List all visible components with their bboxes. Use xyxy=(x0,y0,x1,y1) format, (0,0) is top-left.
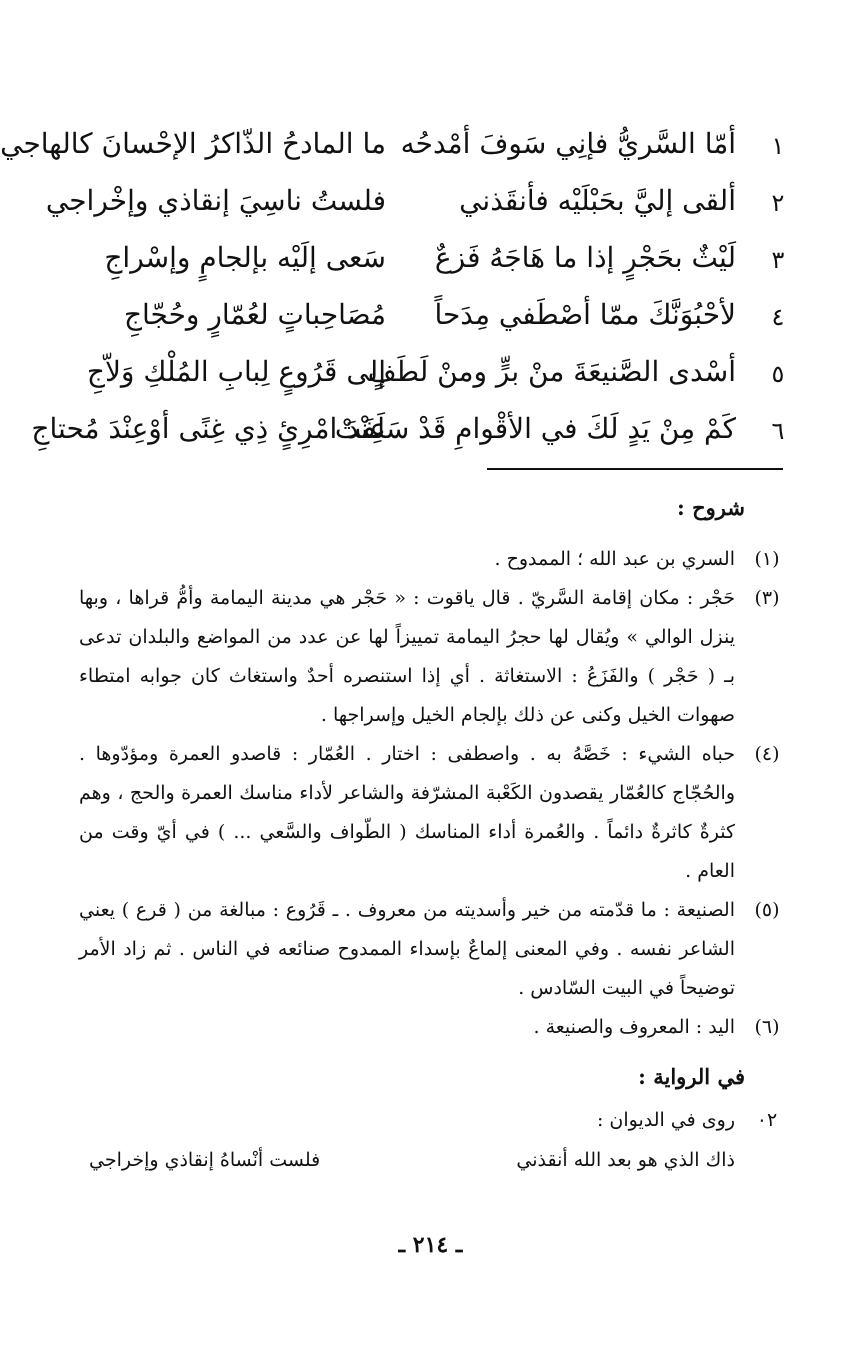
variant-verse xyxy=(79,1140,735,1180)
note-number: (٥) xyxy=(754,899,780,921)
commentary-note xyxy=(79,540,789,579)
verse-first-hemistich: ألقى إليَّ بحَبْلَيْه فأنقَذني xyxy=(459,184,736,217)
poem-verse xyxy=(45,181,798,238)
commentary-heading: شروح : xyxy=(677,495,745,520)
verse-first-hemistich: لَيْثٌ بحَجْرٍ إذا ما هَاجَهُ فَزعٌ xyxy=(434,241,736,274)
variant-readings-heading: في الرواية : xyxy=(638,1064,745,1089)
verse-first-hemistich: كَمْ مِنْ يَدٍ لَكَ في الأقْوامِ قَدْ سَلَفَتْ xyxy=(334,412,736,445)
commentary-note xyxy=(79,891,789,1008)
verse-first-hemistich: لأحْبُوَنَّكَ ممّا أصْطَفي مِدَحاً xyxy=(434,298,736,331)
poem-verse xyxy=(0,124,798,181)
verse-second-hemistich: فلستُ ناسِيَ إنقاذي وإخْراجي xyxy=(45,184,386,217)
verse-second-hemistich: إلى قَرُوعٍ لِبابِ المُلْكِ وَلاّجِ xyxy=(86,355,386,388)
verse-number: ٤ xyxy=(771,303,785,331)
poem-verse xyxy=(83,238,798,295)
variant-intro: روى في الديوان : xyxy=(596,1109,735,1131)
note-number: (٦) xyxy=(754,1016,780,1038)
note-text: حَجْر : مكان إقامة السَّريّ . قال ياقوت : « حَجْر هي مدينة اليمامة وأمُّ قراها ، وبها ينزل الوالي » ويُقال لها حجرُ اليمامة تمييزاً لها عن عدد من المواضع والبلدان تدعى بـ ( حَجْر ) والفَزَعُ : الاستغاثة . أي إذا استنصره أحدٌ واستغاث كان جوابه امتطاء صهوات الخيل وكنى عن ذلك بإلجام الخيل وإسراجها . xyxy=(79,587,735,726)
verse-first-hemistich: أمّا السَّريُّ فإنِي سَوفَ أمْدحُه xyxy=(400,127,736,160)
page-number: ـ ٢١٤ ـ xyxy=(398,1232,463,1258)
verse-number: ٢ xyxy=(771,189,785,217)
verse-first-hemistich: أسْدى الصَّنيعَةَ منْ برٍّ ومنْ لَطَفٍ xyxy=(367,355,736,388)
verse-number: ٣ xyxy=(771,246,785,274)
note-number: (٤) xyxy=(754,743,780,765)
poem-verse xyxy=(31,409,798,466)
note-number: (٣) xyxy=(754,587,780,609)
verse-number: ٦ xyxy=(771,417,785,445)
note-text: حباه الشيء : خَصَّهُ به . واصطفى : اختار . العُمّار : قاصدو العمرة ومؤدّوها . والحُجّاج كالعُمّار يقصدون الكَعْبة المشرّفة والشاعر لأداء مناسك العمرة والحج ، وهم كثرةٌ كاثرةٌ دائماً . والعُمرة أداء المناسك ( الطّواف والسَّعي ... ) في أيّ وقت من العام . xyxy=(79,743,735,882)
variant-first-hemistich: ذاك الذي هو بعد الله أنقذني xyxy=(516,1149,735,1171)
commentary-section xyxy=(79,492,789,1180)
poem xyxy=(0,124,798,466)
verse-second-hemistich: مُصَاحِباتٍ لعُمّارٍ وحُجّاجِ xyxy=(123,298,386,331)
verse-number: ٥ xyxy=(771,360,785,388)
variant-readings-section xyxy=(79,1061,789,1180)
poem-verse xyxy=(83,352,798,409)
note-text: السري بن عبد الله ؛ الممدوح . xyxy=(494,548,735,570)
note-text: الصنيعة : ما قدّمته من خير وأسديته من معروف . ـ قَرُوع : مبالغة من ( قرع ) يعني الشاعر نفسه . وفي المعنى إلماعٌ بإسداء الممدوح صنائعه في الناس . ثم زاد الأمر توضيحاً في البيت السّادس . xyxy=(79,899,735,999)
commentary-note xyxy=(79,735,789,891)
verse-second-hemistich: عِنْدَ امْرِئٍ ذِي غِنًى أوْعِنْدَ مُحتاجِ xyxy=(31,412,386,445)
commentary-note xyxy=(79,579,789,735)
verse-second-hemistich: سَعى إلَيْه بإلجامٍ وإسْراجِ xyxy=(104,241,386,274)
variant-number: ٠٢ xyxy=(756,1109,778,1131)
footnote-separator xyxy=(487,468,783,470)
note-number: (١) xyxy=(754,548,780,570)
variant-note xyxy=(79,1101,789,1140)
variant-second-hemistich: فلست أنْساهُ إنقاذي وإخراجي xyxy=(89,1149,321,1171)
poem-verse xyxy=(83,295,798,352)
verse-second-hemistich: ما المادحُ الذّاكرُ الإحْسانَ كالهاجي xyxy=(0,127,386,160)
commentary-note xyxy=(79,1008,789,1047)
note-text: اليد : المعروف والصنيعة . xyxy=(533,1016,735,1038)
verse-number: ١ xyxy=(771,132,785,160)
